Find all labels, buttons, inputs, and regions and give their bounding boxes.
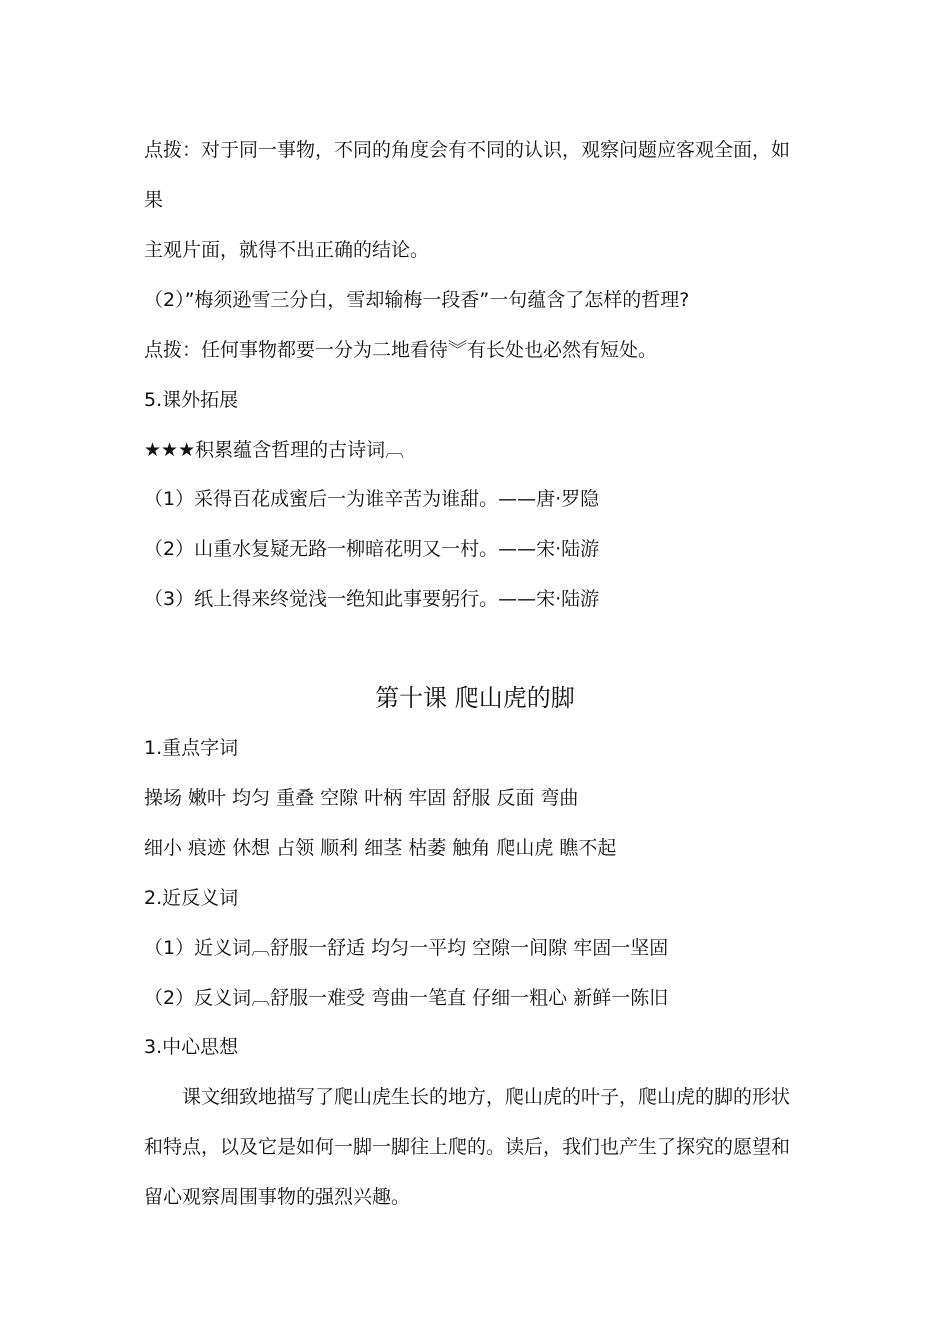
hint-1-line-2: 果 xyxy=(144,189,164,211)
central-idea-line-2: 和特点，以及它是如何一脚一脚往上爬的。读后，我们也产生了探究的愿望和 xyxy=(144,1136,791,1158)
heading-5: 5.课外拓展 xyxy=(144,389,239,411)
key-words-line-2: 细小 痕迹 休想 占领 顺利 细茎 枯萎 触角 爬山虎 瞧不起 xyxy=(144,837,617,859)
lesson-title: 第十课 爬山虎的脚 xyxy=(375,684,575,712)
hint-1-line-1: 点拨：对于同一事物，不同的角度会有不同的认识，观察问题应客观全面，如 xyxy=(144,139,791,161)
key-words-line-1: 操场 嫩叶 均匀 重叠 空隙 叶柄 牢固 舒服 反面 弯曲 xyxy=(144,787,579,809)
heading-central-idea: 3.中心思想 xyxy=(144,1036,239,1058)
stars-line: ★★★积累蕴含哲理的古诗词︹ xyxy=(144,439,405,461)
poem-line: （1）采得百花成蜜后一为谁辛苦为谁甜。——唐·罗隐 xyxy=(144,488,600,510)
central-idea-line-1: 课文细致地描写了爬山虎生长的地方，爬山虎的叶子，爬山虎的脚的形状 xyxy=(182,1086,791,1108)
poem-line: （2）山重水复疑无路一柳暗花明又一村。——宋·陆游 xyxy=(144,538,600,560)
question-2: （2）”梅须逊雪三分白，雪却输梅一段香”一句蕴含了怎样的哲理? xyxy=(144,289,690,311)
hint-1-line-3: 主观片面，就得不出正确的结论。 xyxy=(144,239,430,261)
heading-synonyms-antonyms: 2.近反义词 xyxy=(144,887,239,909)
poem-line: （3）纸上得来终觉浅一绝知此事要躬行。——宋·陆游 xyxy=(144,588,600,610)
heading-key-words: 1.重点字词 xyxy=(144,737,239,759)
central-idea-line-3: 留心观察周围事物的强烈兴趣。 xyxy=(144,1186,411,1208)
antonyms-line: （2）反义词︹舒服一难受 弯曲一笔直 仔细一粗心 新鲜一陈旧 xyxy=(144,987,669,1009)
hint-2: 点拨：任何事物都要一分为二地看待︾有长处也必然有短处。 xyxy=(144,339,658,361)
synonyms-line: （1）近义词︹舒服一舒适 均匀一平均 空隙一间隙 牢固一坚固 xyxy=(144,937,669,959)
